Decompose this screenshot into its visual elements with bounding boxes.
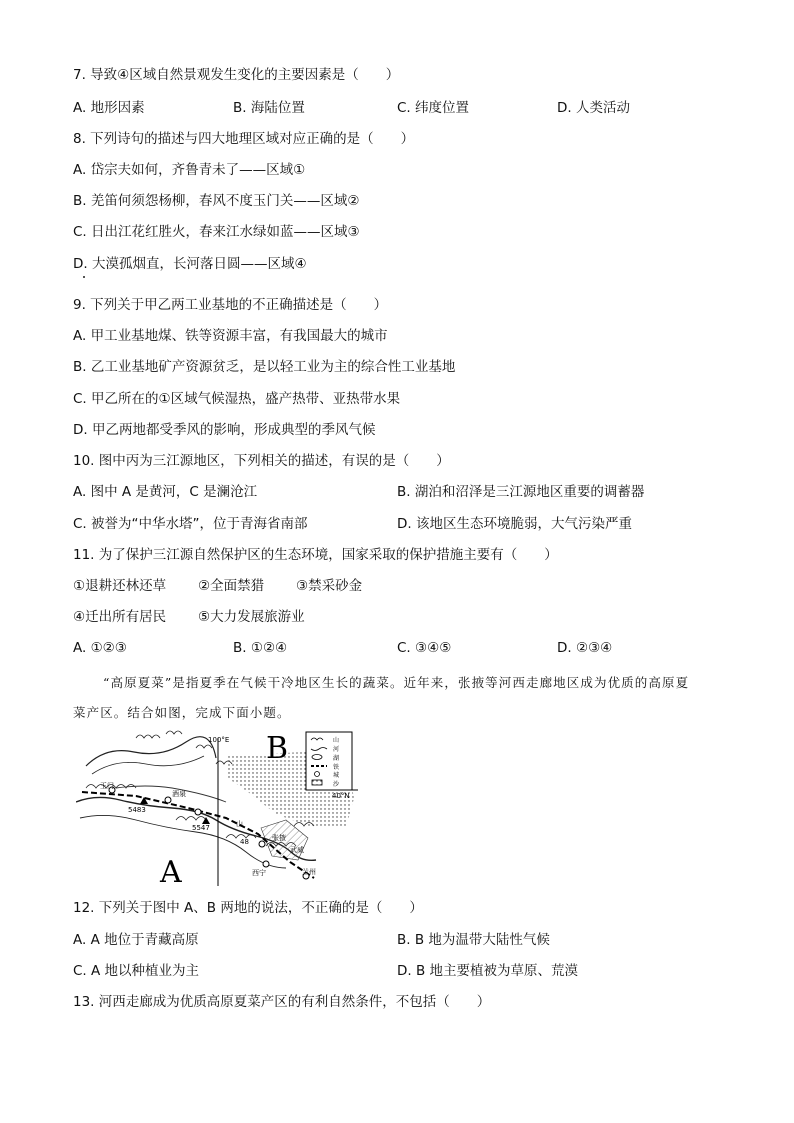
passage-line-1: “高原夏菜”是指夏季在气候干冷地区生长的蔬菜。近年来，张掖等河西走廊地区成为优质的高原夏 — [103, 675, 690, 690]
q11-measure-3: ③禁采砂金 — [296, 578, 363, 594]
q8-option-b: B. 羌笛何须怨杨柳，春风不度玉门关——区域② — [73, 193, 360, 209]
legend-item-2: 河 — [333, 746, 340, 753]
passage-line-2: 菜产区。结合如图，完成下面小题。 — [73, 705, 291, 720]
q9-stem: 9. 下列关于甲乙两工业基地的不正确描述是（ ） — [73, 297, 388, 313]
place-yumen: 玉门 — [100, 782, 114, 790]
city-xining: 西宁 — [252, 869, 266, 877]
q10-option-c: C. 被誉为“中华水塔”，位于青海省南部 — [73, 516, 308, 532]
q9-option-d: D. 甲乙两地都受季风的影响，形成典型的季风气候 — [73, 422, 376, 438]
q11-stem: 11. 为了保护三江源自然保护区的生态环境，国家采取的保护措施主要有（ ） — [73, 547, 558, 563]
place-wuwei: 武威 — [290, 846, 304, 854]
q8-option-c: C. 日出江花红胜火，春来江水绿如蓝——区域③ — [73, 224, 360, 240]
q10-option-b: B. 湖泊和沼泽是三江源地区重要的调蓄器 — [397, 484, 645, 500]
q9-option-c: C. 甲乙所在的①区域气候湿热，盛产热带、亚热带水果 — [73, 391, 401, 407]
map-label-b: B — [266, 731, 289, 766]
place-zhangye: 张掖 — [272, 834, 286, 842]
q11-option-d: D. ②③④ — [557, 640, 613, 656]
q7-option-c: C. 纬度位置 — [397, 100, 470, 116]
legend-item-5: 城 — [333, 772, 340, 779]
q7-option-a: A. 地形因素 — [73, 100, 145, 116]
q8-stem: 8. 下列诗句的描述与四大地理区域对应正确的是（ ） — [73, 131, 415, 147]
passage — [73, 668, 723, 728]
q12-option-d: D. B 地主要植被为草原、荒漠 — [397, 963, 579, 979]
q7-option-d: D. 人类活动 — [557, 100, 630, 116]
place-jiuquan: 酒泉 — [172, 790, 186, 798]
q13-stem: 13. 河西走廊成为优质高原夏菜产区的有利自然条件，不包括（ ） — [73, 994, 491, 1010]
latitude-label: 40°N — [332, 792, 350, 800]
q12-option-a: A. A 地位于青藏高原 — [73, 932, 199, 948]
q10-stem: 10. 图中丙为三江源地区，下列相关的描述，有误的是（ ） — [73, 453, 450, 469]
city-lanzhou: 兰州 — [302, 868, 316, 876]
legend-item-6: 沙 — [333, 781, 340, 788]
q10-option-d: D. 该地区生态环境脆弱，大气污染严重 — [397, 516, 632, 532]
q10-option-a: A. 图中 A 是黄河，C 是澜沧江 — [73, 484, 258, 500]
q9-option-b: B. 乙工业基地矿产资源贫乏，是以轻工业为主的综合性工业基地 — [73, 359, 456, 375]
legend-item-4: 铁 — [333, 764, 340, 771]
q11-option-b: B. ①②④ — [233, 640, 288, 656]
northern-mountains — [86, 737, 216, 766]
elevation-5483: 5483 — [128, 806, 146, 814]
legend-item-1: 山 — [333, 737, 340, 744]
q11-measure-4: ④迁出所有居民 — [73, 609, 167, 625]
legend-item-3: 湖 — [333, 755, 340, 762]
q8-option-d: D. 大漠孤烟直，长河落日圆——区域④ — [73, 256, 307, 272]
q12-option-b: B. B 地为温带大陆性气候 — [397, 932, 550, 948]
place-shan: 山 — [236, 820, 243, 828]
map-label-a: A — [160, 855, 182, 886]
q12-option-c: C. A 地以种植业为主 — [73, 963, 200, 979]
stray-dot — [83, 276, 85, 278]
q11-option-c: C. ③④⑤ — [397, 640, 452, 656]
q11-option-a: A. ①②③ — [73, 640, 127, 656]
hexi-corridor-map — [76, 728, 358, 886]
q7-stem: 7. 导致④区域自然景观发生变化的主要因素是（ ） — [73, 67, 400, 83]
longitude-label: 100°E — [208, 736, 230, 744]
elevation-5547: 5547 — [192, 824, 210, 832]
q7-option-b: B. 海陆位置 — [233, 100, 305, 116]
q9-option-a: A. 甲工业基地煤、铁等资源丰富，有我国最大的城市 — [73, 328, 388, 344]
q11-measure-1: ①退耕还林还草 — [73, 578, 167, 594]
elevation-48: 48 — [240, 838, 249, 846]
q11-measure-2: ②全面禁猎 — [198, 578, 265, 594]
q12-stem: 12. 下列关于图中 A、B 两地的说法，不正确的是（ ） — [73, 900, 423, 916]
q11-measure-5: ⑤大力发展旅游业 — [198, 609, 305, 625]
q8-option-a: A. 岱宗夫如何，齐鲁青未了——区域① — [73, 162, 306, 178]
